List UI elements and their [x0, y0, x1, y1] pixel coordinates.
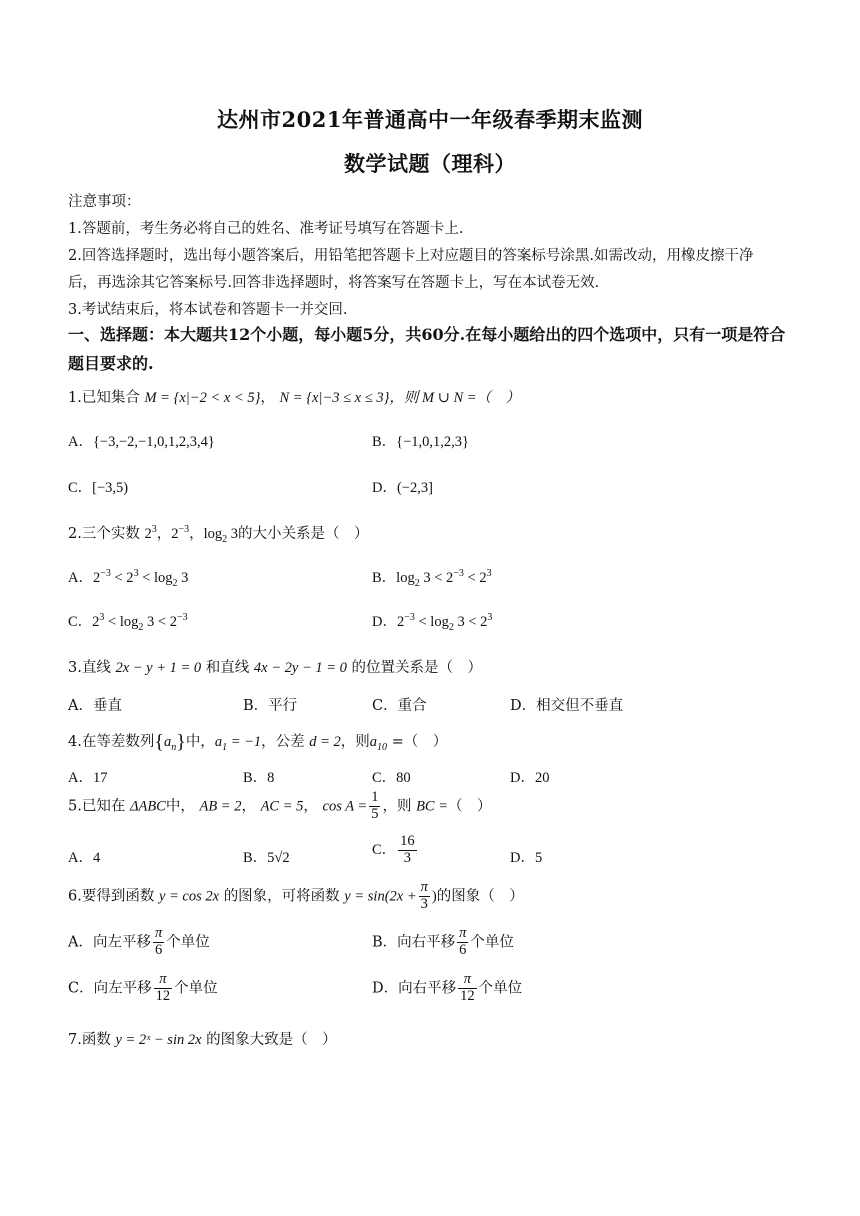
q6-option-d[interactable]: D．向右平移 $\frac{\pi}{12}$ 个单位: [372, 971, 523, 1004]
question-6-stem: 6.要得到函数 y = cos 2x 的图象，可将函数 y = sin(2x + $\frac{\pi}{3}$ )的图象（ ）: [68, 879, 524, 912]
exam-subtitle: 数学试题（理科）: [344, 151, 516, 176]
note-1: 1.答题前，考生务必将自己的姓名、准考证号填写在答题卡上.: [68, 221, 464, 237]
q1-option-a[interactable]: A．{−3,−2,−1,0,1,2,3,4}: [68, 434, 215, 450]
question-5-stem: 5.已知在 ΔABC中， AB = 2， AC = 5， cos A = $\frac{1}{5}$ ，则 BC =（ ）: [68, 789, 492, 822]
q3-option-a[interactable]: A．垂直: [68, 698, 122, 714]
q6-option-c[interactable]: C．向左平移 $\frac{\pi}{12}$ 个单位: [68, 971, 218, 1004]
q2-option-c[interactable]: C．$2^3 < \log_2 3 < 2^{-3}$: [68, 612, 188, 633]
q5-option-b[interactable]: B．5√2: [243, 850, 290, 866]
q5-option-d[interactable]: D．5: [510, 850, 543, 866]
cos-fraction: $\frac{1}{5}$: [371, 789, 379, 822]
q3-option-b[interactable]: B．平行: [243, 698, 298, 714]
question-3-stem: 3.直线 2x − y + 1 = 0 和直线 4x − 2y − 1 = 0 的位置关系是（ ）: [68, 660, 482, 676]
section-1-heading: 一、选择题：本大题共12个小题，每小题5分，共60分.在每小题给出的四个选项中，只有一项是符合题目要求的.: [68, 325, 786, 373]
question-1-stem: 1.已知集合 M = {x|−2 < x < 5}， N = {x|−3 ≤ x ≤ 3}，则 M ∪ N =（ ）: [68, 390, 521, 406]
question-2-stem: 2.三个实数 $2^3$，$2^{-3}$，$\log_2 3$的大小关系是（ ）: [68, 524, 369, 545]
exam-title: 达州市2021年普通高中一年级春季期末监测: [217, 107, 643, 132]
q2-option-a[interactable]: A．$2^{-3} < 2^3 < \log_2 3$: [68, 568, 189, 589]
set-n: N = {x|−3 ≤ x ≤ 3}: [279, 390, 390, 406]
q4-option-c[interactable]: C．80: [372, 770, 411, 786]
line-1-equation: 2x − y + 1 = 0: [115, 660, 202, 676]
q6-option-b[interactable]: B．向右平移 $\frac{\pi}{6}$ 个单位: [372, 925, 514, 958]
note-2a: 2.回答选择题时，选出每小题答案后，用铅笔把答题卡上对应题目的答案标号涂黑.如需改动，用橡皮擦干净: [68, 248, 754, 264]
note-2b: 后，再选涂其它答案标号.回答非选择题时，将答案写在答题卡上，写在本试卷无效.: [68, 275, 600, 291]
q5-option-c[interactable]: C． $\frac{16}{3}$: [372, 833, 415, 866]
note-3: 3.考试结束后，将本试卷和答题卡一并交回.: [68, 302, 348, 318]
question-4-stem: 4.在等差数列$\{a_n\}$中，$a_1 = -1$，公差 d = 2，则$a_{10}$ =（ ）: [68, 731, 448, 753]
q2-option-d[interactable]: D．$2^{-3} < \log_2 3 < 2^3$: [372, 612, 493, 633]
question-7-stem: 7.函数 y = 2ˣ − sin 2x 的图象大致是（ ）: [68, 1032, 337, 1048]
line-2-equation: 4x − 2y − 1 = 0: [253, 660, 347, 676]
q1-option-d[interactable]: D．(−2,3]: [372, 480, 433, 496]
q2-option-b[interactable]: B．$\log_2 3 < 2^{-3} < 2^3$: [372, 568, 492, 589]
q1-option-c[interactable]: C．[−3,5): [68, 480, 129, 496]
q3-option-d[interactable]: D．相交但不垂直: [510, 698, 624, 714]
set-m: M = {x|−2 < x < 5}: [144, 390, 261, 406]
q5-option-a[interactable]: A．4: [68, 850, 101, 866]
q4-option-b[interactable]: B．8: [243, 770, 275, 786]
q3-option-c[interactable]: C．重合: [372, 698, 427, 714]
q4-option-a[interactable]: A．17: [68, 770, 108, 786]
q1-option-b[interactable]: B．{−1,0,1,2,3}: [372, 434, 470, 450]
q4-option-d[interactable]: D．20: [510, 770, 550, 786]
notes-heading: 注意事项：: [68, 194, 141, 210]
q6-option-a[interactable]: A．向左平移 $\frac{\pi}{6}$ 个单位: [68, 925, 210, 958]
